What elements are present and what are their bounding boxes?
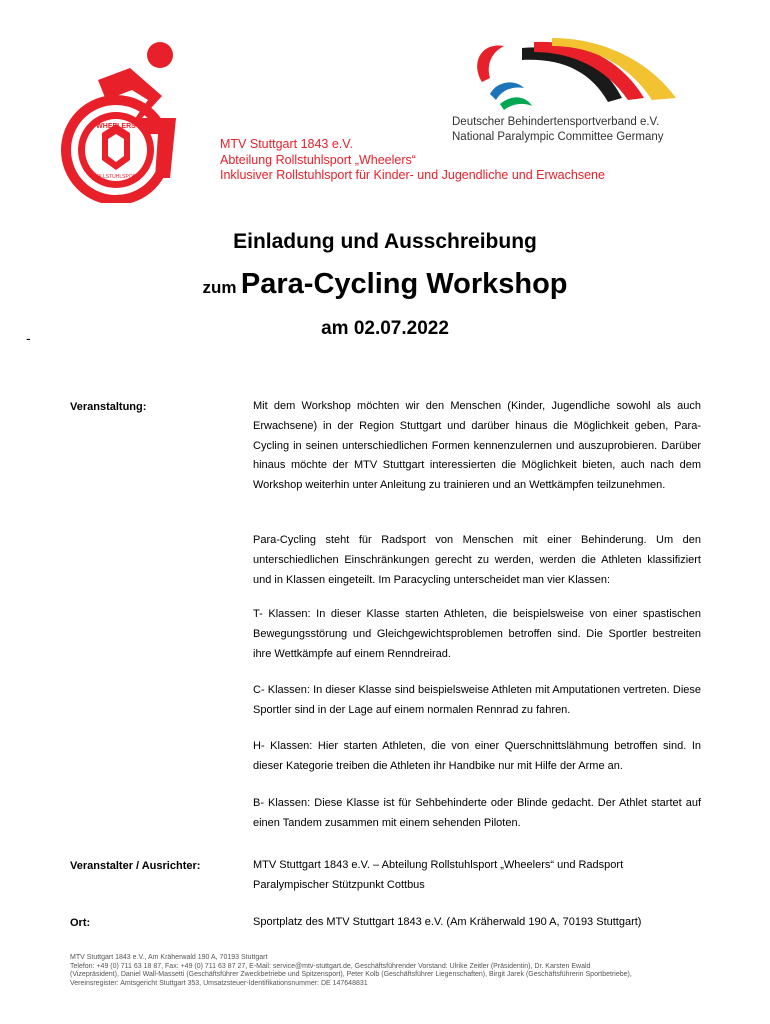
para-b-classes: B- Klassen: Diese Klasse ist für Sehbehinderte oder Blinde gedacht. Der Athlet startet auf einen Tandem zusammen mit einem sehenden Piloten.: [253, 797, 701, 829]
club-department: Abteilung Rollstuhlsport „Wheelers“: [220, 152, 416, 167]
label-veranstaltung: Veranstaltung:: [70, 401, 147, 413]
para-ort: Sportplatz des MTV Stuttgart 1843 e.V. (Am Kräherwald 190 A, 70193 Stuttgart): [253, 916, 642, 928]
logo-head: [147, 42, 173, 68]
label-ort: Ort:: [70, 917, 91, 929]
club-header: [220, 137, 605, 184]
wheelers-logo: [58, 38, 218, 203]
para-veranstalter: MTV Stuttgart 1843 e.V. – Abteilung Rollstuhlsport „Wheelers“ und Radsport Paralympischer Stützpunkt Cottbus: [253, 859, 624, 891]
agito-green: [500, 97, 532, 110]
footer-line-2: Telefon: +49 (0) 711 63 18 87, Fax: +49 (0) 711 63 87 27, E-Mail: service@mtv-stuttgart.de, Geschäftsführender Vorstand: Ulrike Zeitler (Präsidentin), Dr. Karsten Ewald: [70, 962, 591, 970]
dbs-line-2: National Paralympic Committee Germany: [452, 131, 664, 143]
para-h-classes: H- Klassen: Hier starten Athleten, die von einer Querschnittslähmung betroffen sind. In dieser Kategorie treiben die Athleten ihr Handbike nur mit Hilfe der Arme an.: [253, 740, 701, 772]
label-veranstalter: Veranstalter / Ausrichter:: [70, 860, 201, 872]
footer: [70, 954, 710, 988]
title-invitation: Einladung und Ausschreibung: [233, 230, 537, 253]
footer-line-3: (Vizepräsident), Daniel Wall-Massetti (Geschäftsführer Zweckbetriebe und Spitzensport), Peter Kolb (Geschäftsführer Liegenschaften), Birgit Jarek (Geschäftsführerin Sportbetriebe),: [70, 971, 632, 979]
footer-line-4: Vereinsregister: Amtsgericht Stuttgart 353, Umsatzsteuer-Identifikationsnummer: DE 147648831: [70, 979, 368, 987]
title-prefix: zum: [202, 278, 237, 297]
club-name: MTV Stuttgart 1843 e.V.: [220, 137, 353, 151]
stray-dash: -: [26, 330, 31, 346]
para-t-classes: T- Klassen: In dieser Klasse starten Athleten, die beispielsweise von einer spastischen Bewegungsstörung und Gleichgewichtsproblemen betroffen sind. Die Sportler bestreiten ihre Wettkämpfe auf einem Renndreirad.: [253, 608, 701, 660]
footer-line-1: MTV Stuttgart 1843 e.V., Am Kräherwald 190 A, 70193 Stuttgart: [70, 954, 268, 961]
para-c-classes: C- Klassen: In dieser Klasse sind beispielsweise Athleten mit Amputationen vertreten. Diese Sportler sind in der Lage auf einem normalen Rennrad zu fahren.: [253, 684, 701, 716]
title-date: am 02.07.2022: [321, 318, 449, 339]
agito-red: [477, 45, 504, 82]
club-tagline: Inklusiver Rollstuhlsport für Kinder- und Jugendliche und Erwachsene: [220, 168, 605, 182]
logo-top-text: WHEELERS: [96, 123, 136, 130]
title-workshop: [0, 268, 770, 301]
para-paracycling: Para-Cycling steht für Radsport von Menschen mit einer Behinderung. Um den unterschiedlichen Einschränkungen gerecht zu werden, werden die Athleten klassifiziert und in Klassen eingeteilt. Im Paracycling unterscheidet man vier Klassen:: [253, 534, 701, 586]
para-intro: Mit dem Workshop möchten wir den Menschen (Kinder, Jugendliche sowohl als auch Erwachsene) in der Region Stuttgart und darüber hinaus die Möglichkeit geben, Para-Cycling in seinen unterschiedlichen Formen kennenzulernen und auszuprobieren. Darüber hinaus möchte der MTV Stuttgart interessierten die Möglichkeit bieten, auch nach dem Workshop weiterhin unter Anleitung zu trainieren und an Wettkämpfen teilzunehmen.: [253, 400, 701, 492]
logo-bottom-text: ROLLSTUHLSPORT: [92, 174, 140, 180]
title-main: Para-Cycling Workshop: [240, 268, 568, 300]
dbs-line-1: Deutscher Behindertensportverband e.V.: [452, 116, 660, 128]
agito-blue: [490, 82, 524, 100]
